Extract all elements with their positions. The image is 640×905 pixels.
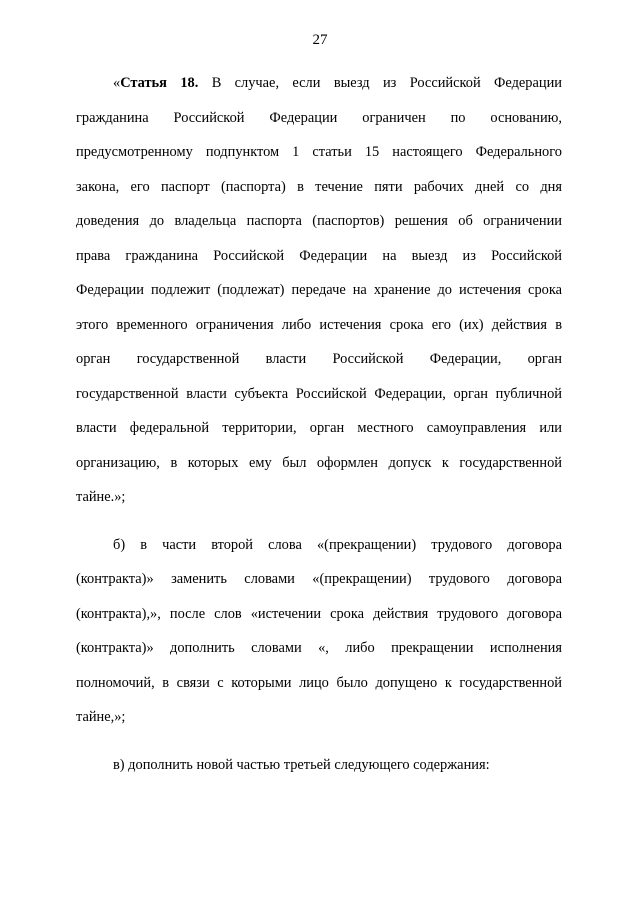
open-quote: « xyxy=(113,75,121,91)
article-line: государственной власти субъекта Российской Федерации, орган публичной xyxy=(76,385,562,402)
item-b-paragraph xyxy=(76,535,562,742)
article-line: Федерации подлежит (подлежат) передаче на хранение до истечения срока xyxy=(76,282,562,298)
item-v-line: в) дополнить новой частью третьей следующего содержания: xyxy=(113,756,490,773)
article-line-text: В случае, если выезд из Российской Федерации xyxy=(198,75,562,91)
article-line: доведения до владельца паспорта (паспортов) решения об ограничении xyxy=(76,213,562,229)
page-number: 27 xyxy=(312,32,328,48)
document-body xyxy=(76,73,562,789)
article-line: орган государственной власти Российской Федерации, орган xyxy=(76,351,562,367)
article-heading: Статья 18. xyxy=(120,75,199,91)
item-v-paragraph xyxy=(76,755,562,790)
article-line: этого временного ограничения либо истечения срока его (их) действия в xyxy=(76,316,562,333)
article-line: закона, его паспорт (паспорта) в течение пяти рабочих дней со дня xyxy=(76,178,562,195)
paragraph-gap xyxy=(76,742,562,755)
article-line: предусмотренному подпунктом 1 статьи 15 настоящего Федерального xyxy=(76,144,562,160)
item-b-line: (контракта)» заменить словами «(прекращении) трудового договора xyxy=(76,571,562,587)
article-line: гражданина Российской Федерации ограничен по основанию, xyxy=(76,109,562,126)
article-line-last: тайне.»; xyxy=(76,489,126,505)
article-line xyxy=(76,73,562,108)
paragraph-gap xyxy=(76,522,562,535)
article-18-paragraph xyxy=(76,73,562,522)
item-b-line: б) в части второй слова «(прекращении) трудового договора xyxy=(113,536,562,553)
article-line: власти федеральной территории, орган местного самоуправления или xyxy=(76,420,562,436)
article-line: организацию, в которых ему был оформлен допуск к государственной xyxy=(76,454,562,471)
item-b-line: (контракта)» дополнить словами «, либо прекращении исполнения xyxy=(76,640,562,656)
item-b-line: полномочий, в связи с которыми лицо было допущено к государственной xyxy=(76,674,562,691)
item-b-line: (контракта),», после слов «истечении срока действия трудового договора xyxy=(76,605,562,622)
article-line: права гражданина Российской Федерации на выезд из Российской xyxy=(76,247,562,264)
item-b-line-last: тайне,»; xyxy=(76,709,126,725)
